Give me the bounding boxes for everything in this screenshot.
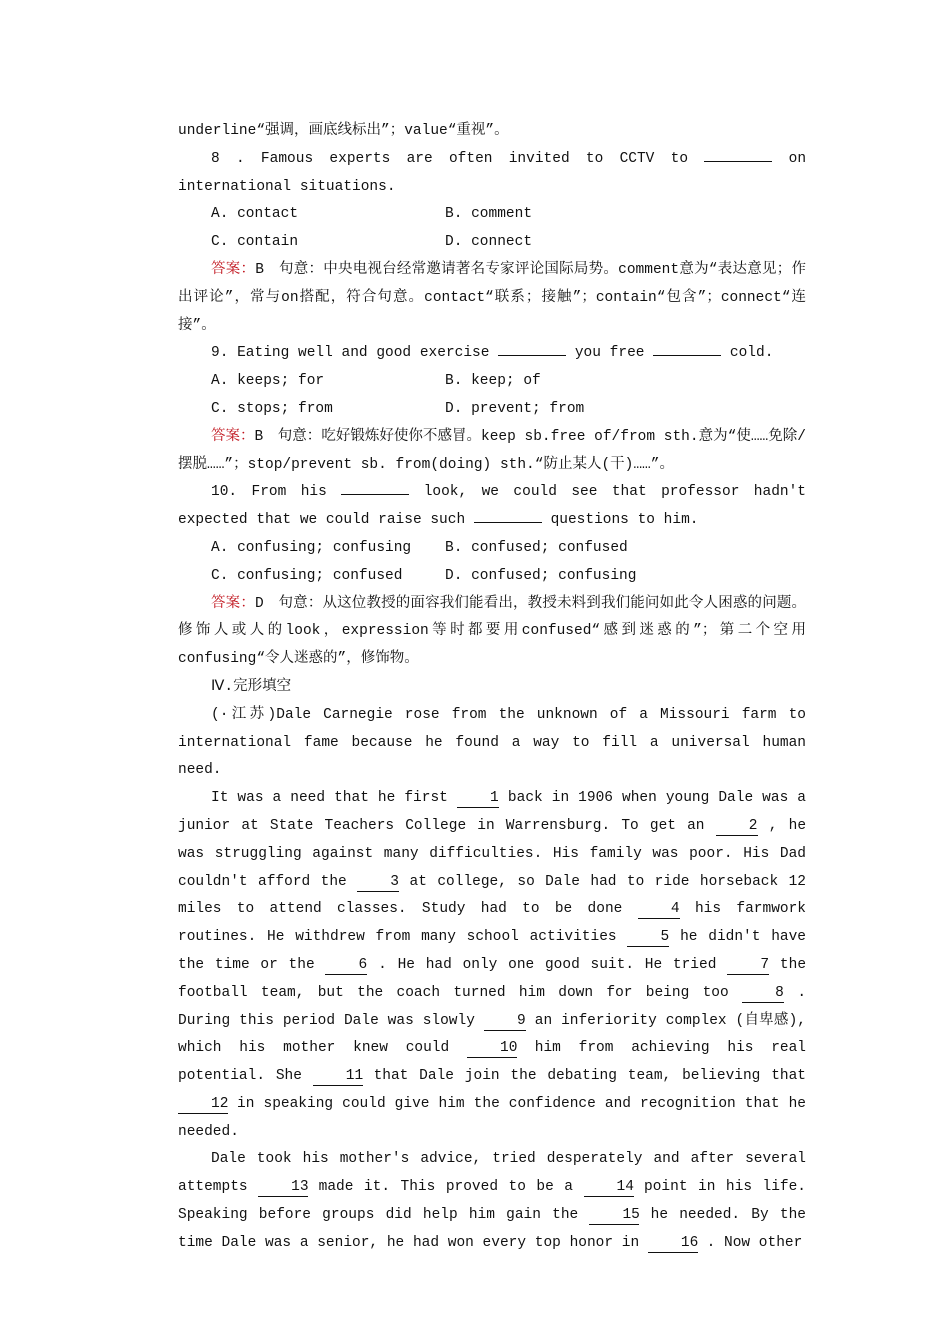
q9-blank-2[interactable] bbox=[653, 341, 721, 356]
q8-answer-text: B 句意：中央电视台经常邀请著名专家评论国际局势。comment意为“表达意见；作出评论”，常与on搭配，符合句意。contact“联系；接触”；contain“包含”；connect“连接”。 bbox=[178, 261, 807, 334]
cloze-text-segment: It was a need that he first bbox=[211, 790, 448, 807]
cloze-blank-7[interactable]: 7 bbox=[727, 956, 769, 975]
q8-option-b[interactable]: B. comment bbox=[445, 206, 533, 223]
q9-stem-c: cold. bbox=[729, 345, 774, 362]
q10-option-b[interactable]: B. confused; confused bbox=[445, 539, 628, 556]
cloze-text-segment: Dale took his mother's advice, tried desperately and after several attempts bbox=[178, 1151, 806, 1196]
q9-stem-b: you free bbox=[574, 345, 645, 362]
cloze-text-segment: back in 1906 when young Dale was a junior at State Teachers College in Warrensburg. To get an bbox=[178, 790, 807, 834]
cloze-text-segment: an inferiority complex (自卑感), which his mother knew could bbox=[178, 1012, 806, 1057]
cloze-blank-3[interactable]: 3 bbox=[357, 873, 399, 892]
q8-options-row-2 bbox=[178, 229, 806, 257]
cloze-text-segment: point in his life. Speaking before groups did help him gain the bbox=[178, 1179, 807, 1224]
cloze-text-segment: he needed. By the time Dale was a senior, he had won every top honor in bbox=[178, 1207, 806, 1251]
cloze-blank-5[interactable]: 5 bbox=[627, 928, 669, 947]
q9-options-row-2 bbox=[178, 396, 806, 424]
cloze-text-segment: . During this period Dale was slowly bbox=[178, 984, 807, 1029]
cloze-paragraph-2 bbox=[178, 1146, 806, 1257]
q8-stem-b: on bbox=[788, 150, 807, 167]
cloze-blank-16[interactable]: 16 bbox=[648, 1234, 698, 1253]
q8-option-c[interactable]: C. contain bbox=[211, 234, 299, 251]
q9-option-c[interactable]: C. stops; from bbox=[211, 400, 333, 417]
intro-tail-line: underline“强调，画底线标出”；value“重视”。 bbox=[178, 123, 509, 139]
q9-blank-1[interactable] bbox=[498, 341, 566, 356]
q10-blank-1[interactable] bbox=[341, 480, 409, 495]
question-10-stem bbox=[178, 479, 806, 535]
cloze-blank-9[interactable]: 9 bbox=[484, 1012, 526, 1031]
cloze-blank-6[interactable]: 6 bbox=[325, 956, 367, 975]
cloze-text-segment: in speaking could give him the confidence and recognition that he needed. bbox=[178, 1095, 807, 1140]
cloze-blank-10[interactable]: 10 bbox=[467, 1039, 517, 1058]
question-9-stem bbox=[178, 340, 806, 368]
q9-answer-label: 答案： bbox=[211, 428, 255, 445]
q8-answer bbox=[178, 257, 806, 340]
question-8-stem bbox=[178, 146, 806, 174]
cloze-paragraph-1 bbox=[178, 785, 806, 1146]
q9-option-a[interactable]: A. keeps; for bbox=[211, 373, 325, 390]
cloze-text-segment: made it. This proved to be a bbox=[318, 1179, 574, 1196]
q10-option-d[interactable]: D. confused; confusing bbox=[445, 567, 637, 584]
q9-answer bbox=[178, 424, 806, 480]
q9-option-b[interactable]: B. keep; of bbox=[445, 373, 541, 390]
cloze-blank-12[interactable]: 12 bbox=[178, 1095, 228, 1114]
q8-answer-label: 答案： bbox=[211, 261, 256, 278]
cloze-text-segment: . He had only one good suit. He tried bbox=[378, 956, 717, 973]
cloze-text-segment: that Dale join the debating team, believing that bbox=[373, 1068, 806, 1085]
q10-stem-b: look, we could see that professor hadn't expected that we could raise such bbox=[178, 484, 807, 529]
document-page bbox=[178, 118, 806, 1258]
cloze-source-intro: (·江苏)Dale Carnegie rose from the unknown of a Missouri farm to international fame because he found a way to fill a universal human need. bbox=[178, 706, 806, 779]
q10-answer-label: 答案： bbox=[211, 595, 255, 612]
cloze-blank-14[interactable]: 14 bbox=[584, 1178, 634, 1197]
cloze-blank-8[interactable]: 8 bbox=[742, 984, 784, 1003]
q9-answer-text: B 句意：吃好锻炼好使你不感冒。keep sb.free of/from sth.意为“使……免除/摆脱……”；stop/prevent sb. from(doing) sth.“防止某人(干)……”。 bbox=[178, 428, 806, 473]
cloze-text-segment: the football team, but the coach turned him down for being too bbox=[178, 956, 807, 1001]
q8-stem-cont: international situations. bbox=[178, 178, 396, 195]
q10-option-c[interactable]: C. confusing; confused bbox=[211, 567, 403, 584]
cloze-blank-13[interactable]: 13 bbox=[258, 1178, 308, 1197]
q8-option-a[interactable]: A. contact bbox=[211, 206, 299, 223]
q10-option-a[interactable]: A. confusing; confusing bbox=[211, 539, 412, 556]
cloze-blank-2[interactable]: 2 bbox=[716, 817, 758, 836]
q10-stem-a: 10. From his bbox=[211, 484, 327, 501]
section-heading: Ⅳ.完形填空 bbox=[211, 678, 292, 695]
cloze-text-segment: , he was struggling against many difficulties. His family was poor. His Dad couldn't afford the bbox=[178, 817, 807, 890]
cloze-text-segment: . Now other bbox=[706, 1234, 803, 1251]
cloze-blank-15[interactable]: 15 bbox=[589, 1206, 639, 1225]
cloze-text-segment: his farmwork routines. He withdrew from many school activities bbox=[178, 901, 807, 946]
cloze-text-segment: him from achieving his real potential. She bbox=[178, 1040, 806, 1085]
q10-stem-c: questions to him. bbox=[550, 512, 699, 529]
q8-blank[interactable] bbox=[704, 147, 772, 162]
q9-option-d[interactable]: D. prevent; from bbox=[445, 400, 585, 417]
cloze-text-segment: he didn't have the time or the bbox=[178, 929, 807, 973]
q10-options-row-1 bbox=[178, 535, 806, 563]
q9-stem-a: 9. Eating well and good exercise bbox=[211, 345, 490, 362]
cloze-blank-4[interactable]: 4 bbox=[638, 900, 680, 919]
q10-options-row-2 bbox=[178, 563, 806, 591]
q8-option-d[interactable]: D. connect bbox=[445, 234, 533, 251]
q10-answer bbox=[178, 591, 806, 674]
q8-stem-a: 8 . Famous experts are often invited to CCTV to bbox=[211, 150, 689, 167]
q8-options-row-1 bbox=[178, 201, 806, 229]
cloze-text-segment: at college, so Dale had to ride horseback 12 miles to attend classes. Study had to be done bbox=[178, 873, 807, 918]
q10-blank-2[interactable] bbox=[474, 508, 542, 523]
q10-answer-text: D 句意：从这位教授的面容我们能看出，教授未料到我们能问如此令人困惑的问题。修饰人或人的look，expression等时都要用confused“感到迷惑的”；第二个空用confusing“令人迷惑的”，修饰物。 bbox=[178, 595, 807, 668]
cloze-blank-1[interactable]: 1 bbox=[457, 789, 499, 808]
cloze-blank-11[interactable]: 11 bbox=[313, 1067, 363, 1086]
q9-options-row-1 bbox=[178, 368, 806, 396]
